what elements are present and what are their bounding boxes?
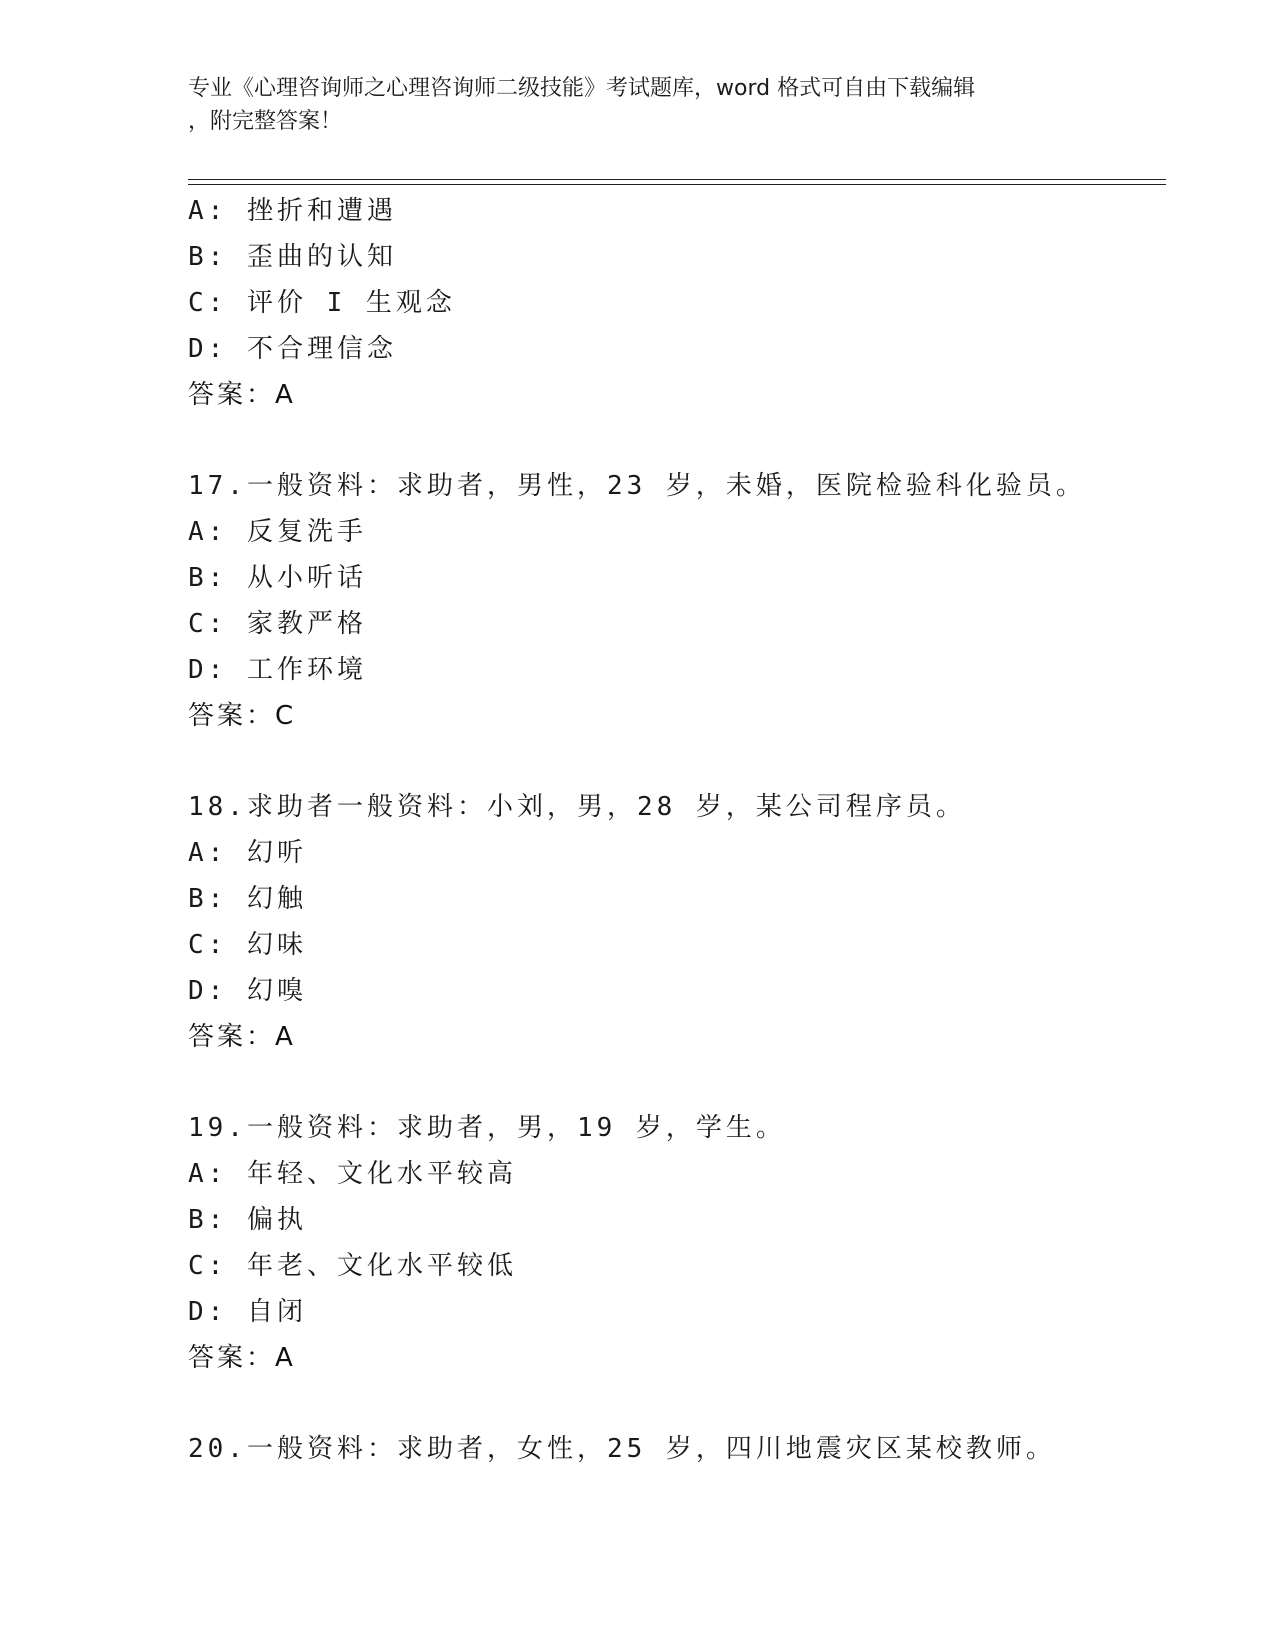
answer-line: 答案：C [188, 701, 297, 731]
spacer [188, 739, 1168, 784]
answer-line: 答案：A [188, 1022, 296, 1052]
question-block-16 [188, 188, 1168, 418]
question-list [188, 188, 1168, 1472]
option-b: B: 歪曲的认知 [188, 242, 397, 272]
header-line-1: 专业《心理咨询师之心理咨询师二级技能》考试题库，word 格式可自由下载编辑 [188, 76, 976, 101]
spacer [188, 418, 1168, 463]
option-b: B: 偏执 [188, 1205, 307, 1235]
option-c: C: 年老、文化水平较低 [188, 1251, 517, 1281]
answer-line: 答案：A [188, 380, 296, 410]
option-d: D: 幻嗅 [188, 976, 307, 1006]
question-text: 20.一般资料：求助者，女性，25 岁，四川地震灾区某校教师。 [188, 1434, 1056, 1464]
option-b: B: 从小听话 [188, 563, 367, 593]
header-divider-bottom [188, 184, 1166, 185]
question-text: 19.一般资料：求助者，男，19 岁，学生。 [188, 1113, 786, 1143]
header-line-2: ，附完整答案！ [188, 109, 343, 134]
option-a: A: 幻听 [188, 838, 307, 868]
option-a: A: 年轻、文化水平较高 [188, 1159, 517, 1189]
option-b: B: 幻触 [188, 884, 307, 914]
question-text: 18.求助者一般资料：小刘，男，28 岁，某公司程序员。 [188, 792, 966, 822]
option-c: C: 幻味 [188, 930, 307, 960]
option-d: D: 自闭 [188, 1297, 307, 1327]
spacer [188, 1060, 1168, 1105]
document-header [188, 72, 1088, 138]
question-block-17 [188, 463, 1168, 739]
question-text: 17.一般资料：求助者，男性，23 岁，未婚，医院检验科化验员。 [188, 471, 1086, 501]
option-d: D: 工作环境 [188, 655, 367, 685]
header-divider-top [188, 179, 1166, 180]
option-c: C: 评价 I 生观念 [188, 288, 456, 318]
spacer [188, 1381, 1168, 1426]
question-block-19 [188, 1105, 1168, 1381]
option-d: D: 不合理信念 [188, 334, 397, 364]
option-a: A: 挫折和遭遇 [188, 196, 397, 226]
option-c: C: 家教严格 [188, 609, 367, 639]
question-block-20 [188, 1426, 1168, 1472]
answer-line: 答案：A [188, 1343, 296, 1373]
question-block-18 [188, 784, 1168, 1060]
option-a: A: 反复洗手 [188, 517, 367, 547]
